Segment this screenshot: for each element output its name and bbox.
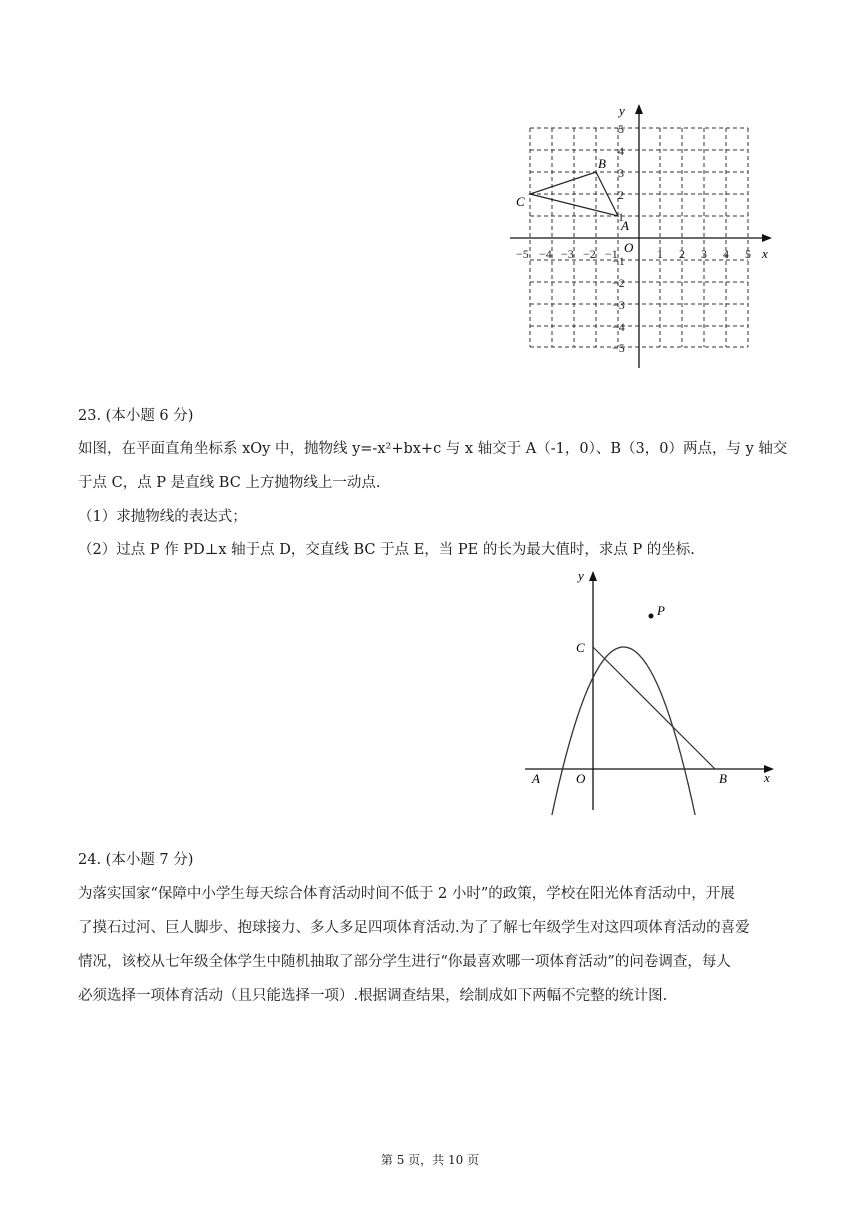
y-axis-arrow xyxy=(589,571,597,581)
origin-label: O xyxy=(576,771,586,786)
y-tick: −1 xyxy=(612,254,625,268)
parabola-curve xyxy=(549,647,697,815)
y-axis-label: y xyxy=(619,103,625,118)
grid-figure xyxy=(500,100,790,375)
x-tick: 4 xyxy=(723,247,729,261)
x-tick-labels xyxy=(516,247,751,261)
x-tick: 2 xyxy=(679,247,685,261)
question-23-part-2: （2）过点 P 作 PD⊥x 轴于点 D，交直线 BC 于点 E，当 PE 的长为最大值时，求点 P 的坐标. xyxy=(78,542,695,558)
x-axis-label: x xyxy=(764,770,770,785)
question-24-line-1: 为落实国家“保障中小学生每天综合体育活动时间不低于 2 小时”的政策，学校在阳光体育活动中，开展 xyxy=(78,886,735,902)
page-number: 第 5 页，共 10 页 xyxy=(380,1153,480,1167)
y-axis-arrow xyxy=(635,104,643,114)
y-tick: −5 xyxy=(612,341,625,355)
y-tick: −4 xyxy=(612,320,625,334)
line-bc xyxy=(593,647,715,769)
point-p-dot xyxy=(649,614,654,619)
y-tick: 2 xyxy=(618,188,624,202)
y-tick: 4 xyxy=(618,144,624,158)
y-tick: 3 xyxy=(618,166,624,180)
point-b-label: B xyxy=(719,771,727,786)
parabola-figure xyxy=(520,565,785,815)
question-23-heading: 23. (本小题 6 分) xyxy=(78,408,194,424)
x-tick: −2 xyxy=(583,247,596,261)
question-23-line-2: 于点 C，点 P 是直线 BC 上方抛物线上一动点. xyxy=(78,475,381,491)
question-24-line-2: 了摸石过河、巨人脚步、抱球接力、多人多足四项体育活动.为了了解七年级学生对这四项体育活动的喜爱 xyxy=(78,920,750,936)
x-tick: 1 xyxy=(657,247,663,261)
x-tick: −5 xyxy=(516,247,529,261)
question-24-heading: 24. (本小题 7 分) xyxy=(78,852,194,868)
point-a-label: A xyxy=(532,771,540,786)
x-tick: −3 xyxy=(561,247,574,261)
question-24-line-3: 情况，该校从七年级全体学生中随机抽取了部分学生进行“你最喜欢哪一项体育活动”的问卷调查，每人 xyxy=(78,954,731,970)
y-tick: 1 xyxy=(618,210,624,224)
x-tick: −4 xyxy=(539,247,552,261)
question-23-part-1: （1）求抛物线的表达式； xyxy=(78,509,247,525)
x-axis-label: x xyxy=(762,246,768,261)
origin-label: O xyxy=(624,240,634,255)
y-axis-label: y xyxy=(578,568,584,583)
question-23-line-1: 如图，在平面直角坐标系 xOy 中，抛物线 y=-x²+bx+c 与 x 轴交于 A（-1，0）、B（3，0）两点，与 y 轴交 xyxy=(78,441,788,457)
x-tick: −1 xyxy=(605,247,618,261)
point-p-label: P xyxy=(657,603,665,618)
x-axis-arrow xyxy=(762,234,772,242)
x-tick: 5 xyxy=(745,247,751,261)
point-a-label: A xyxy=(621,218,629,233)
point-b-label: B xyxy=(598,156,606,171)
y-tick: −2 xyxy=(612,276,625,290)
point-c-label: C xyxy=(576,640,585,655)
y-tick: 5 xyxy=(618,122,624,136)
y-tick: −3 xyxy=(612,298,625,312)
point-c-label: C xyxy=(516,194,525,209)
x-tick: 3 xyxy=(701,247,707,261)
question-24-line-4: 必须选择一项体育活动（且只能选择一项）.根据调查结果，绘制成如下两幅不完整的统计图. xyxy=(78,988,668,1004)
